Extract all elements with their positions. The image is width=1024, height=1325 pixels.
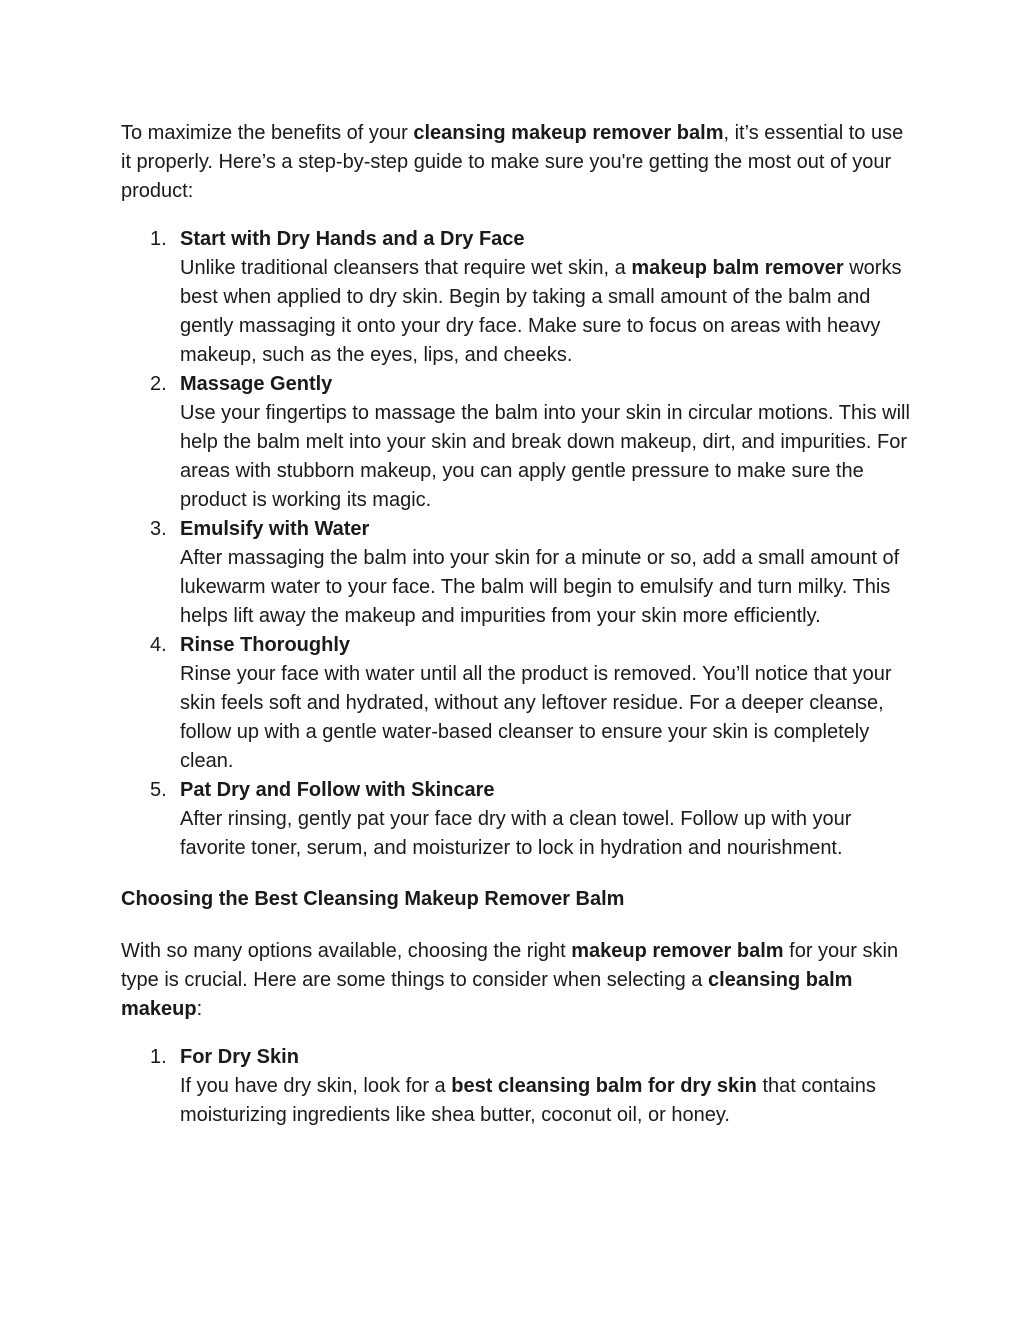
intro-paragraph: To maximize the benefits of your cleansing makeup remover balm, it’s essential to use it properly. Here’s a step-by-step guide to make sure you're getting the most out of your product:: [121, 122, 904, 202]
intro-keyword: cleansing makeup remover balm: [413, 122, 724, 144]
list-number: 1.: [150, 1046, 167, 1068]
list-item: [121, 225, 911, 370]
step-body: Unlike traditional cleansers that require wet skin, a makeup balm remover works best when applied to dry skin. Begin by taking a small amount of the balm and gently massaging it onto your dry face. Make sure to focus on areas with heavy makeup, such as the eyes, lips, and cheeks.: [180, 257, 902, 366]
list-item: [121, 515, 911, 631]
step-body: After rinsing, gently pat your face dry with a clean towel. Follow up with your favorite toner, serum, and moisturizer to lock in hydration and nourishment.: [180, 808, 852, 859]
list-number: 5.: [150, 779, 167, 801]
list-item: [121, 1043, 911, 1130]
steps-list: [121, 225, 911, 863]
step-title: Emulsify with Water: [180, 518, 370, 540]
list-number: 4.: [150, 634, 167, 656]
step-title: Pat Dry and Follow with Skincare: [180, 779, 495, 801]
list-number: 3.: [150, 518, 167, 540]
list-item: [121, 631, 911, 776]
document-page: [121, 119, 911, 1130]
list-number: 1.: [150, 228, 167, 250]
step-title: Start with Dry Hands and a Dry Face: [180, 228, 525, 250]
step-title: Massage Gently: [180, 373, 333, 395]
choosing-paragraph: With so many options available, choosing the right makeup remover balm for your skin type is crucial. Here are some things to consider when selecting a cleansing balm makeup:: [121, 940, 899, 1020]
list-number: 2.: [150, 373, 167, 395]
step-body: After massaging the balm into your skin for a minute or so, add a small amount of lukewarm water to your face. The balm will begin to emulsify and turn milky. This helps lift away the makeup and impurities from your skin more efficiently.: [180, 547, 900, 627]
skin-type-body: If you have dry skin, look for a best cleansing balm for dry skin that contains moisturizing ingredients like shea butter, coconut oil, or honey.: [180, 1075, 876, 1126]
step-title: Rinse Thoroughly: [180, 634, 350, 656]
skin-type-list: [121, 1043, 911, 1130]
skin-type-title: For Dry Skin: [180, 1046, 299, 1068]
list-item: [121, 776, 911, 863]
list-item: [121, 370, 911, 515]
step-body: Use your fingertips to massage the balm into your skin in circular motions. This will help the balm melt into your skin and break down makeup, dirt, and impurities. For areas with stubborn makeup, you can apply gentle pressure to make sure the product is working its magic.: [180, 402, 910, 511]
step-body: Rinse your face with water until all the product is removed. You’ll notice that your skin feels soft and hydrated, without any leftover residue. For a deeper cleanse, follow up with a gentle water-based cleanser to ensure your skin is completely clean.: [180, 663, 892, 772]
section-heading: Choosing the Best Cleansing Makeup Remover Balm: [121, 888, 625, 910]
